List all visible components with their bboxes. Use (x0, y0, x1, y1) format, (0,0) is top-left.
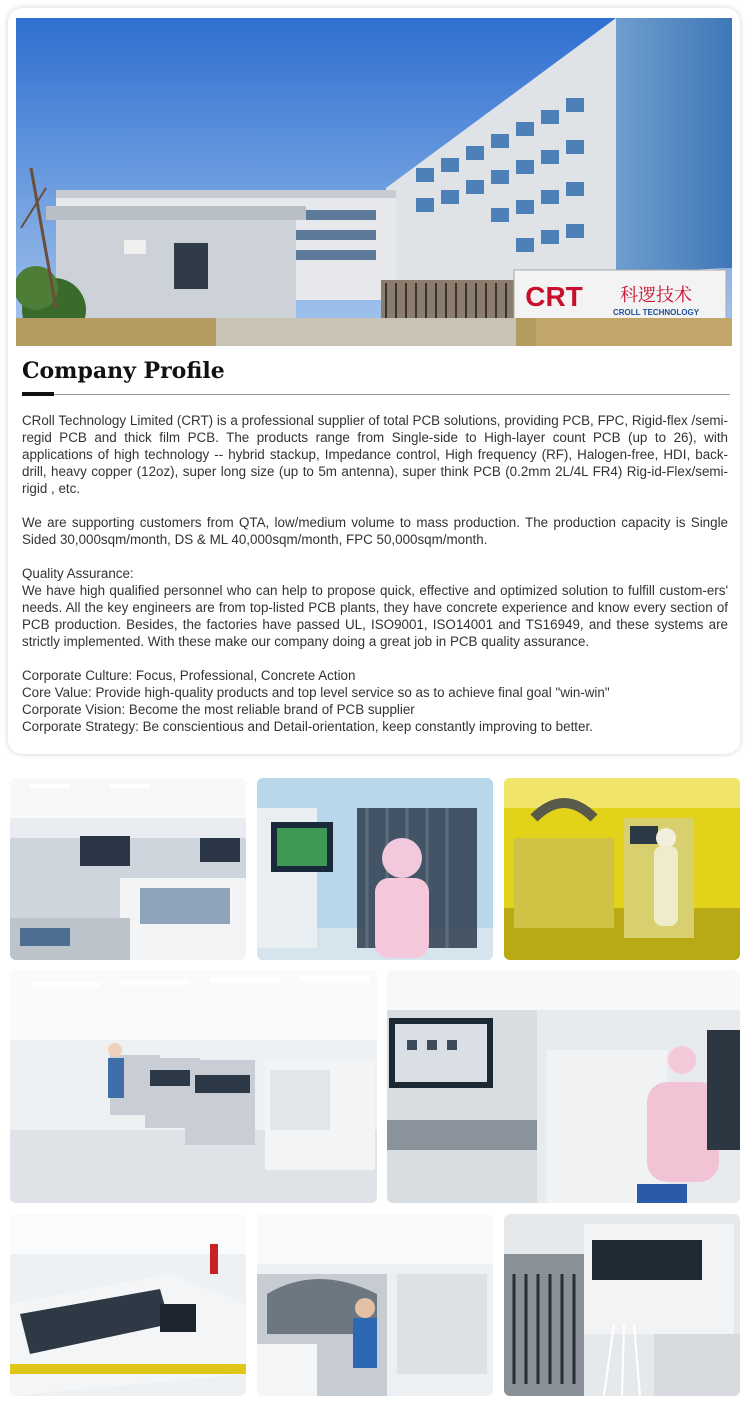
quality-heading: Quality Assurance: (22, 566, 134, 581)
profile-body (22, 412, 728, 752)
factory-building-photo (16, 18, 732, 346)
sign-cn-text: 科逻技术 (620, 285, 692, 306)
factory-photo-wave-solder (10, 1214, 246, 1396)
corporate-culture: Corporate Culture: Focus, Professional, Concrete Action (22, 668, 356, 683)
quality-body: We have high qualified personnel who can help to propose quick, effective and optimized solution to fulfill custom-ers' needs. All the key engineers are from top-listed PCB plants, they have concrete experience and know every section of PCB production. Besides, the factories have passed UL, ISO9001, ISO14001 and TS16949, and these systems are strictly implemented. With these make our company doing a great job in PCB quality assurance. (22, 583, 728, 649)
factory-photo-inspection-worker (257, 778, 493, 960)
title-divider (22, 394, 730, 395)
factory-photo-smt-line (10, 778, 246, 960)
factory-photo-reflow-line (257, 1214, 493, 1396)
capacity-paragraph: We are supporting customers from QTA, low/medium volume to mass production. The production capacity is Single Sided 30,000sqm/month, DS & ML 40,000sqm/month, FPC 50,000sqm/month. (22, 515, 728, 547)
title-accent-bar (22, 392, 54, 396)
corporate-strategy: Corporate Strategy: Be conscientious and Detail-orientation, keep constantly improving to better. (22, 719, 593, 734)
factory-photo-pick-and-place (504, 1214, 740, 1396)
intro-paragraph: CRoll Technology Limited (CRT) is a professional supplier of total PCB solutions, providing PCB, FPC, Rigid-flex /semi-regid PCB and thick film PCB. The products range from Single-side to High-layer count PCB (up to 26), with applications of high technology -- hybrid stackup, Impedance control, High frequency (RF), Halogen-free, HDI, back-drill, heavy copper (12oz), super long size (up to 5m antenna), super think PCB (0.2mm 2L/4L FR4) Rig-id-Flex/semi-rigid , etc. (22, 413, 728, 496)
factory-photo-smt-hall (10, 970, 377, 1203)
factory-photo-yellow-cleanroom (504, 778, 740, 960)
company-profile-card (8, 8, 740, 754)
section-title: Company Profile (22, 358, 225, 384)
corporate-vision: Corporate Vision: Become the most reliable brand of PCB supplier (22, 702, 415, 717)
quality-paragraph (22, 565, 728, 650)
corporate-values (22, 667, 728, 735)
sign-en-text: CROLL TECHNOLOGY (612, 308, 700, 317)
sign-logo-text: CRT (525, 281, 583, 312)
factory-photo-aoi-machine (387, 970, 740, 1203)
core-value: Core Value: Provide high-quality products and top level service so as to achieve final goal "win-win" (22, 685, 610, 700)
